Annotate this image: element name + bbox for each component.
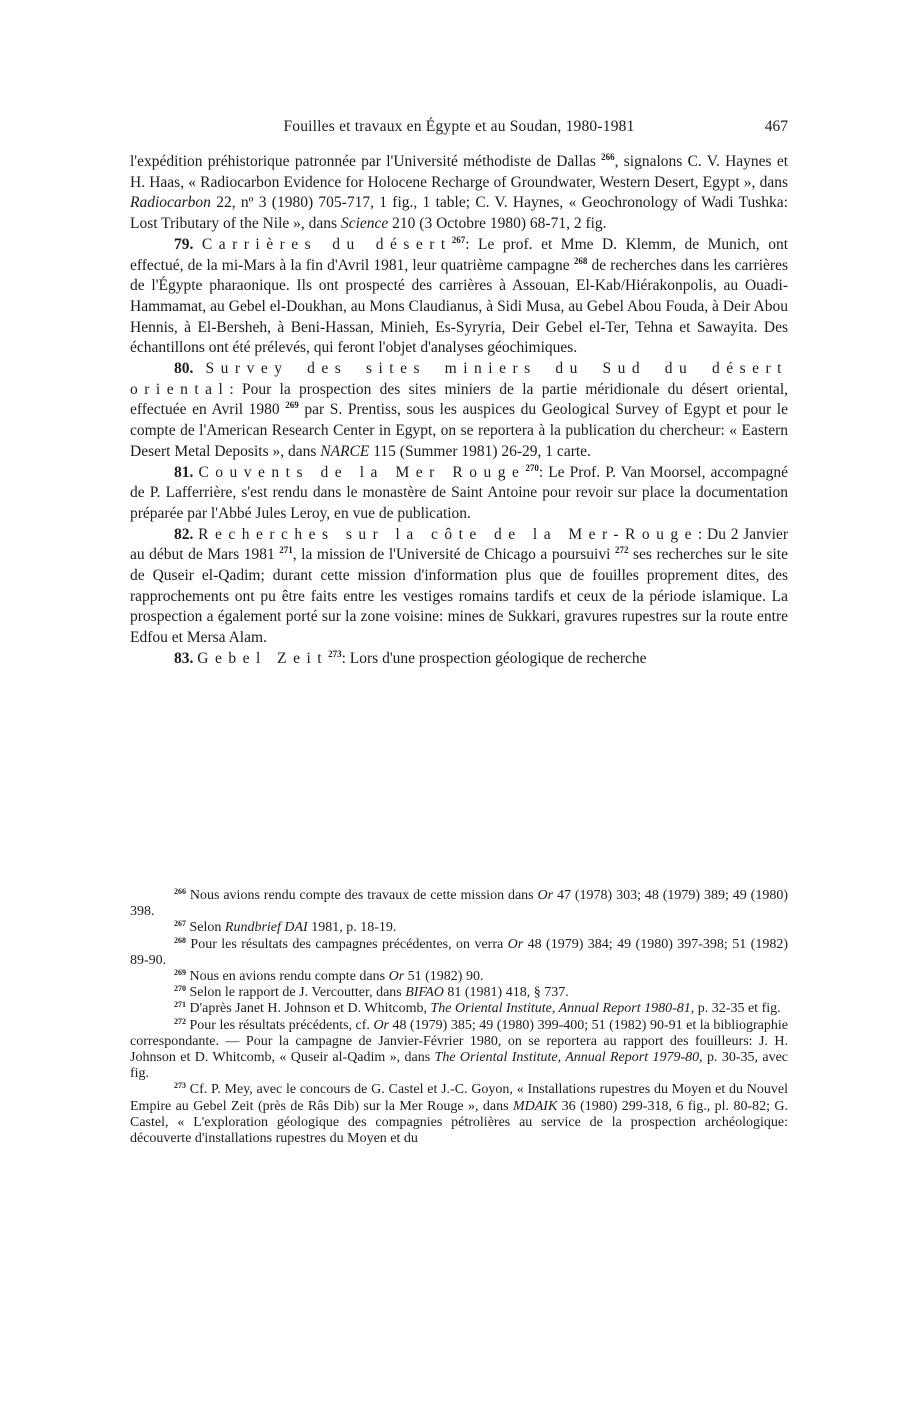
footnote-272 — [130, 1018, 788, 1083]
text-run: 115 (Summer 1981) 26-29, 1 carte. — [369, 442, 591, 460]
text-run: l'expédition préhistorique patronnée par l'Université méthodiste de Dallas — [130, 153, 602, 170]
footnote-270 — [130, 985, 788, 1001]
text-run: D'après Janet H. Johnson et D. Whitcomb, — [186, 1001, 431, 1017]
text-run: par S. Prentiss, sous les auspices du Geological Survey of Egypt et pour le compte de l'American Research Center in Egypt, on se reportera à la publication du chercheur: « Eastern Desert Metal Deposits », dans — [130, 401, 788, 460]
text-run: Pour les résultats précédents, cf. — [186, 1017, 374, 1033]
journal-title: MDAIK — [512, 1098, 558, 1114]
section-number: 80. — [174, 360, 194, 378]
footnote-271 — [130, 1001, 788, 1017]
paragraph-continuation — [130, 152, 788, 235]
footnote-number: 273 — [174, 1081, 186, 1091]
text-run: de recherches dans les carrières de l'Égypte pharaonique. Ils ont prospecté des carrières à Assouan, El-Kab/Hiérakonpolis, au Ouadi-Hammamat, au Gebel el-Doukhan, au Mons Claudianus, à Sidi Musa, au Gebel Abou Fouda, à Deir Abou Hennis, à El-Bersheh, à Beni-Hassan, Minieh, Es-Syryria, Deir Gebel el-Ter, Tehna et Sawayita. Des échantillons ont été prélevés, qui feront l'objet d'analyses géochimiques. — [130, 256, 789, 357]
section-title: Gebel Zeit — [197, 649, 329, 667]
running-title: Fouilles et travaux en Égypte et au Soudan, 1980-1981 — [283, 118, 635, 135]
footnote-number: 272 — [174, 1016, 186, 1026]
text-run: , p. 30-35, avec fig. — [130, 1050, 789, 1082]
footnote-number: 267 — [174, 919, 186, 929]
footnote-273 — [130, 1082, 788, 1147]
text-run: , p. 32-35 et fig. — [690, 1001, 781, 1017]
section-81 — [130, 463, 788, 525]
text-run: Nous avions rendu compte des travaux de cette mission dans — [186, 888, 538, 903]
journal-title: BIFAO — [405, 985, 444, 1001]
journal-title: The Oriental Institute, Annual Report 1980-81 — [430, 1001, 691, 1017]
journal-title: Science — [340, 215, 389, 233]
footnote-number: 268 — [174, 935, 186, 945]
text-run: 51 (1982) 90. — [404, 969, 484, 985]
text-run: Pour les résultats des campagnes précédentes, on verra — [186, 936, 508, 952]
footnote-268 — [130, 937, 788, 969]
running-head — [130, 118, 788, 140]
text-run: 81 (1981) 418, § 737. — [443, 985, 569, 1001]
text-run: Selon — [186, 920, 225, 936]
text-run: , la mission de l'Université de Chicago a poursuivi — [292, 546, 615, 564]
footnote-266 — [130, 888, 788, 920]
text-run: : Du 2 Janvier au début de Mars 1981 — [130, 525, 788, 564]
journal-title: Radiocarbon — [130, 194, 211, 212]
footnote-ref: 271 — [279, 545, 293, 556]
footnote-ref: 267 — [451, 234, 466, 245]
section-number: 79. — [174, 235, 194, 253]
text-run: 210 (3 Octobre 1980) 68-71, 2 fig. — [388, 215, 607, 233]
text-run: : Le Prof. P. Van Moorsel, accompagné de P. Lafferrière, s'est rendu dans le monastère de Saint Antoine pour revoir sur place la documentation préparée par l'Abbé Jules Leroy, en vue de publication. — [130, 463, 788, 522]
journal-title: The Oriental Institute, Annual Report 1979-80 — [434, 1050, 700, 1066]
footnote-ref: 273 — [328, 648, 342, 659]
footnote-number: 269 — [174, 968, 186, 978]
section-number: 82. — [174, 525, 194, 543]
footnote-ref: 268 — [573, 255, 588, 266]
footnotes — [130, 888, 788, 1147]
text-run: : Le prof. et Mme D. Klemm, de Munich, ont effectué, de la mi-Mars à la fin d'Avril 1981, leur quatrième campagne — [130, 235, 788, 274]
text-run: 1981, p. 18-19. — [307, 920, 397, 936]
section-title: Survey des sites miniers du Sud du désert oriental — [130, 360, 788, 398]
section-title: Recherches sur la côte de la Mer-Rouge — [198, 525, 698, 543]
main-text — [130, 152, 788, 670]
footnote-number: 266 — [174, 887, 186, 896]
text-run: : Pour la prospection des sites miniers de la partie méridionale du désert oriental, effectuée en Avril 1980 — [130, 380, 788, 419]
text-run: 36 (1980) 299-318, 6 fig., pl. 80-82; G. Castel, « L'exploration géologique des compagnies pétrolières au service de la prospection archéologique: découverte d'installations rupestres du Moyen et du — [130, 1098, 789, 1147]
text-run: Cf. P. Mey, avec le concours de G. Castel et J.-C. Goyon, « Installations rupestres du Moyen et du Nouvel Empire au Gebel Zeit (près de Râs Dib) sur la Mer Rouge », dans — [130, 1082, 788, 1114]
text-run: , signalons C. V. Haynes et H. Haas, « Radiocarbon Evidence for Holocene Recharge of Groundwater, Western Desert, Egypt », dans — [130, 153, 789, 191]
footnote-number: 270 — [174, 984, 186, 994]
text-run: Nous en avions rendu compte dans — [186, 969, 389, 985]
text-run: Selon le rapport de J. Vercoutter, dans — [186, 985, 406, 1001]
text-run: ses recherches sur le site de Quseir el-Qadim; durant cette mission d'information plus que de fouilles proprement dites, des rapprochements ont pu être faits entre les vestiges romains tardifs et ceux de la période islamique. La prospection a également porté sur la zone voisine: mines de Sukkari, gravures rupestres sur la route entre Edfou et Mersa Alam. — [130, 546, 788, 647]
journal-title: Or — [373, 1017, 389, 1033]
section-82 — [130, 525, 788, 649]
footnote-ref: 269 — [285, 400, 299, 411]
section-title: Couvents de la Mer Rouge — [198, 463, 526, 481]
footnote-number: 271 — [174, 1000, 186, 1010]
journal-title: Or — [537, 888, 554, 903]
footnote-269 — [130, 969, 788, 985]
text-run: 47 (1978) 303; 48 (1979) 389; 49 (1980) 398. — [130, 888, 788, 920]
footnote-ref: 270 — [525, 462, 539, 473]
section-80 — [130, 359, 788, 463]
journal-title: Rundbrief DAI — [224, 920, 308, 936]
section-number: 81. — [174, 463, 194, 481]
footnote-267 — [130, 920, 788, 936]
text-run: 48 (1979) 384; 49 (1980) 397-398; 51 (1982) 89-90. — [130, 936, 788, 968]
journal-title: NARCE — [320, 442, 370, 460]
journal-title: Or — [388, 969, 405, 985]
footnote-ref: 266 — [601, 152, 615, 162]
section-number: 83. — [174, 649, 194, 667]
text-run: : Lors d'une prospection géologique de recherche — [341, 649, 647, 667]
journal-title: Or — [507, 936, 524, 952]
section-79 — [130, 235, 788, 359]
page-number: 467 — [764, 118, 788, 135]
section-title: Carrières du désert — [201, 235, 452, 253]
text-run: 22, nº 3 (1980) 705-717, 1 fig., 1 table; C. V. Haynes, « Geochronology of Wadi Tushka: Lost Tributary of the Nile », dans — [130, 194, 788, 233]
section-83 — [130, 649, 788, 670]
footnote-ref: 272 — [614, 545, 629, 556]
text-run: 48 (1979) 385; 49 (1980) 399-400; 51 (1982) 90-91 et la bibliographie correspondante. — Pour la campagne de Janvier-Février 1980, on se reportera au rapport des fouilleurs: J. H. Johnson et D. Whitcomb, « Quseir al-Qadim », dans — [130, 1017, 789, 1066]
